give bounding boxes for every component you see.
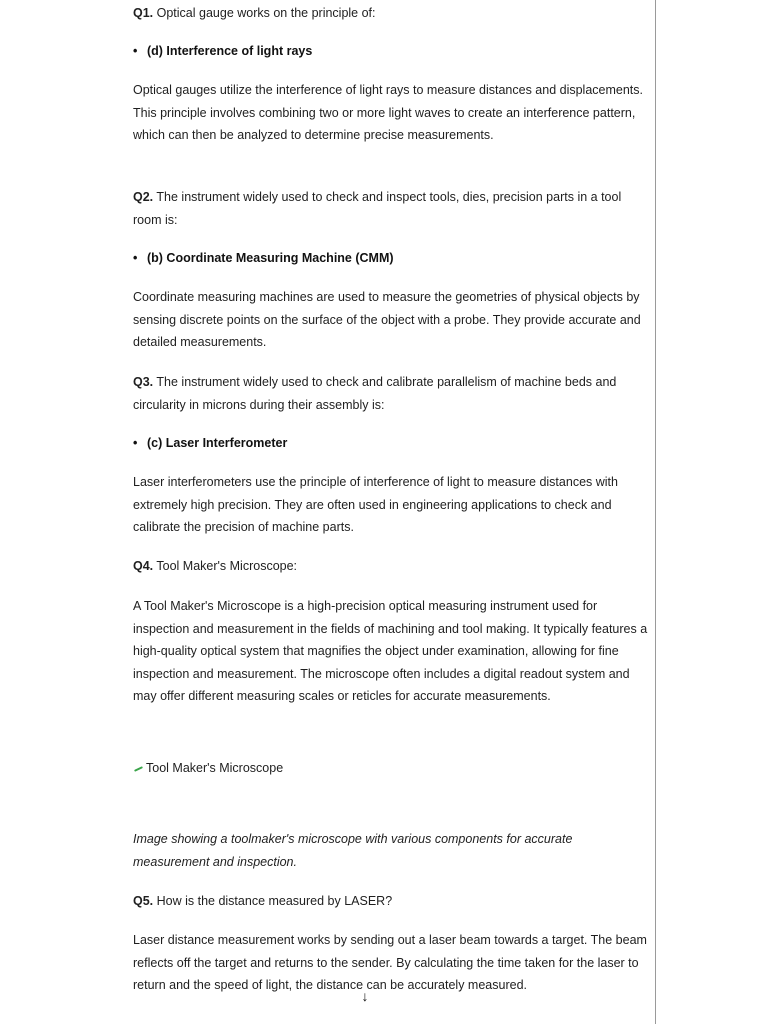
image-alt-text: Tool Maker's Microscope bbox=[146, 761, 284, 775]
question-2-prompt bbox=[133, 186, 648, 231]
question-5-label: Q5. bbox=[133, 894, 154, 908]
question-1-answer: • (d) Interference of light rays bbox=[133, 40, 648, 63]
question-3-text: The instrument widely used to check and calibrate parallelism of machine beds and circularity in microns during their assembly is: bbox=[133, 375, 617, 412]
question-4-label: Q4. bbox=[133, 559, 154, 573]
question-3-answer-list bbox=[133, 432, 648, 455]
question-3-label: Q3. bbox=[133, 375, 154, 389]
content-right-border bbox=[655, 0, 656, 1024]
question-2-label: Q2. bbox=[133, 190, 154, 204]
question-4-prompt bbox=[133, 555, 648, 578]
question-1-prompt bbox=[133, 2, 648, 25]
question-1-label: Q1. bbox=[133, 6, 154, 20]
question-1-answer-list bbox=[133, 40, 648, 63]
question-5-prompt bbox=[133, 890, 648, 913]
question-4-text: Tool Maker's Microscope: bbox=[153, 559, 298, 573]
question-3-explanation: Laser interferometers use the principle of interference of light to measure distances with extremely high precision. They are often used in engineering applications to check and calibrate the precision of machine parts. bbox=[133, 475, 618, 534]
scroll-down-arrow-icon[interactable]: ↓ bbox=[361, 988, 369, 1004]
image-caption: Image showing a toolmaker's microscope with various components for accurate measurement and inspection. bbox=[133, 832, 573, 869]
question-5-explanation: Laser distance measurement works by sending out a laser beam towards a target. The beam reflects off the target and returns to the sender. By calculating the time taken for the laser to return and the speed of light, the distance can be accurately measured. bbox=[133, 933, 647, 992]
question-1-explanation: Optical gauges utilize the interference of light rays to measure distances and displacements. This principle involves combining two or more light waves to create an interference pattern, which can then be analyzed to determine precise measurements. bbox=[133, 83, 643, 142]
tool-makers-microscope-image bbox=[133, 757, 648, 780]
question-3-prompt bbox=[133, 371, 648, 416]
question-2-explanation: Coordinate measuring machines are used to measure the geometries of physical objects by sensing discrete points on the surface of the object with a probe. They provide accurate and detailed measurements. bbox=[133, 290, 641, 349]
question-5-text: How is the distance measured by LASER? bbox=[153, 894, 393, 908]
question-2-text: The instrument widely used to check and inspect tools, dies, precision parts in a tool room is: bbox=[133, 190, 622, 227]
question-2-answer: • (b) Coordinate Measuring Machine (CMM) bbox=[133, 247, 648, 270]
question-3-answer: • (c) Laser Interferometer bbox=[133, 432, 648, 455]
question-4-explanation: A Tool Maker's Microscope is a high-precision optical measuring instrument used for inspection and measurement in the fields of machining and tool making. It typically features a high-quality optical system that magnifies the object under examination, allowing for fine inspection and measurement. The microscope often includes a digital readout system and may offer different measuring scales or reticles for accurate measurements. bbox=[133, 599, 648, 703]
question-1-text: Optical gauge works on the principle of: bbox=[153, 6, 376, 20]
question-1 bbox=[133, 2, 648, 25]
question-2-answer-list bbox=[133, 247, 648, 270]
broken-image-icon bbox=[133, 763, 145, 773]
